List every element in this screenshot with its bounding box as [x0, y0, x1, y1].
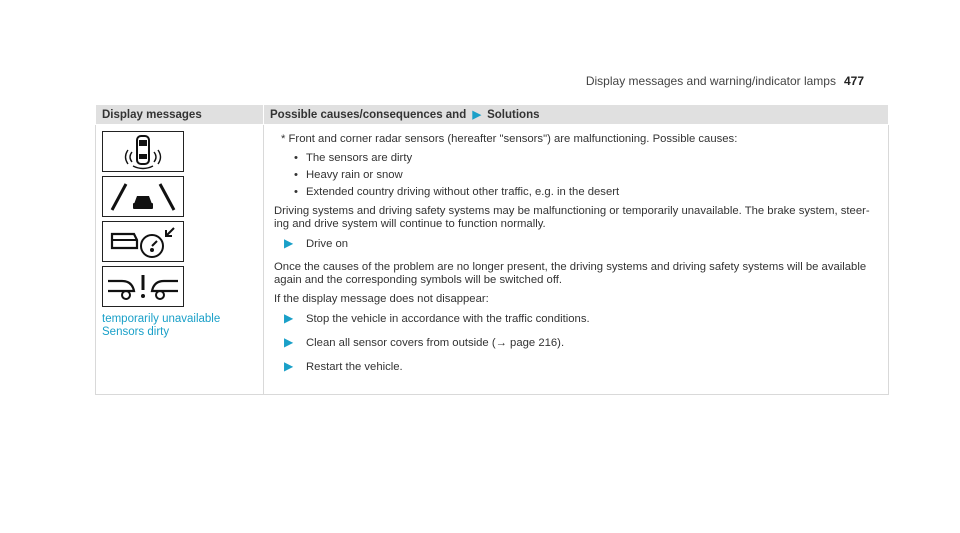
page-header-title: Display messages and warning/indicator lamps	[585, 74, 836, 88]
play-arrow-icon: ▶	[284, 359, 294, 373]
action-step	[284, 336, 880, 350]
status-line-sensors-dirty: Sensors dirty	[102, 326, 170, 338]
intro-text: * Front and corner radar sensors (hereafter "sensors") are malfunctioning. Possible causes:	[281, 133, 738, 145]
status-message	[102, 313, 257, 339]
table-row	[96, 125, 889, 395]
action-text: Stop the vehicle in accordance with the traffic conditions.	[306, 313, 590, 325]
distance-assist-icon	[102, 221, 184, 262]
paragraph-line: Driving systems and driving safety systems may be malfunctioning or temporarily unavailable. The brake system, steer-	[274, 205, 870, 217]
lane-assist-icon	[102, 176, 184, 217]
play-arrow-icon: ▶	[284, 311, 294, 325]
paragraph-line: ing and drive system will continue to function normally.	[274, 218, 546, 230]
action-step	[284, 360, 880, 374]
play-arrow-icon: ▶	[284, 335, 294, 349]
page-number: 477	[843, 74, 864, 88]
radar-sensors-icon	[102, 131, 184, 172]
action-text: Restart the vehicle.	[306, 361, 403, 373]
play-arrow-icon: ▶	[472, 109, 481, 121]
page-reference-link[interactable]: page 216).	[506, 337, 565, 349]
paragraph-line: Once the causes of the problem are no longer present, the driving systems and driving safety systems will be available	[274, 261, 867, 273]
column-header-causes: Possible causes/consequences and	[270, 109, 467, 121]
display-message-table	[95, 104, 889, 395]
display-message-cell	[96, 125, 264, 395]
page-header	[586, 74, 864, 88]
page-reference-arrow-icon: →	[495, 337, 507, 349]
column-header-solutions: Solutions	[487, 109, 540, 121]
action-text: Clean all sensor covers from outside (	[306, 337, 496, 349]
causes-solutions-cell	[264, 125, 889, 395]
paragraph-resolved	[274, 261, 880, 287]
collision-warning-icon	[102, 266, 184, 307]
action-step	[284, 237, 880, 251]
column-header-display-messages: Display messages	[96, 105, 264, 125]
action-step	[284, 312, 880, 326]
column-header-causes-solutions	[264, 105, 889, 125]
status-line-unavailable: temporarily unavailable	[102, 313, 221, 325]
paragraph-persist: If the display message does not disappear:	[274, 293, 489, 305]
action-text: Drive on	[306, 238, 349, 250]
play-arrow-icon: ▶	[284, 236, 294, 250]
paragraph-line: again and the corresponding symbols will be switched off.	[274, 274, 563, 286]
paragraph-malfunction	[274, 205, 880, 231]
causes-list	[274, 152, 880, 199]
table-header-row	[96, 105, 889, 125]
list-item: • Heavy rain or snow	[294, 169, 880, 182]
list-item: • Extended country driving without other traffic, e.g. in the desert	[294, 186, 880, 199]
list-item: • The sensors are dirty	[294, 152, 880, 165]
